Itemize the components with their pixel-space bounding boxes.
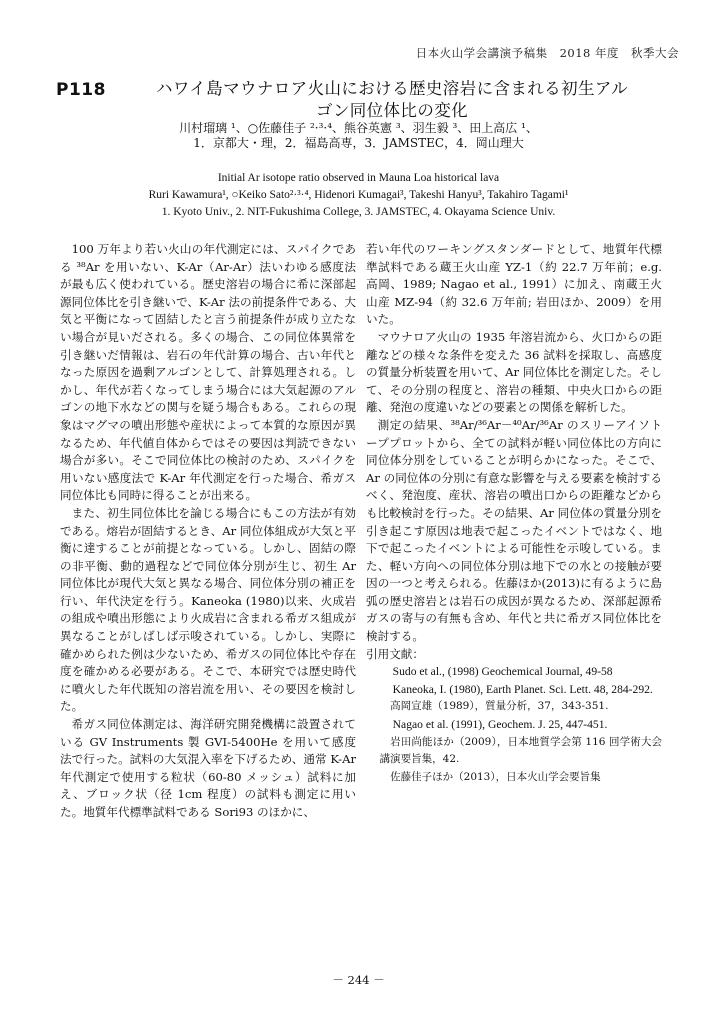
japanese-title-line-1: ハワイ島マウナロア火山における歴史溶岩に含まれる初生アル bbox=[155, 79, 629, 98]
body-paragraph: 100 万年より若い火山の年代測定には、スパイクである ³⁸Ar を用いない、K-Ar（Ar-Ar）法いわゆる感度法が最も広く使われている。歴史溶岩の場合に希に深部起源同位体比を引き継いで、K-Ar 法の前提条件である、大気と平衡になって固結したと言う前提条件が成り立たない場合が見いだされる。多くの場合、この同位体異常を引き継いだ情報は、岩石の年代計算の場合、古い年代となった原因を過剰アルゴンとして、計算処理される。しかし、年代が若くなってしまう場合には大気起源のアルゴンの地下水などの関与を疑う場合もある。これらの現象はマグマの噴出形態や産状によって本質的な原因が異なるため、年代値自体からではその要因は判読できない場合が多い。そこで同位体比の検討のため、スパイクを用いない感度法で K-Ar 年代測定を行った場合、希ガス同位体比も同時に得ることが出来る。 bbox=[60, 242, 356, 503]
references-title: 引用文献： bbox=[366, 646, 424, 661]
reference-item: 佐藤佳子ほか（2013），日本火山学会要旨集 bbox=[390, 770, 601, 783]
reference-item: 高岡宣雄（1989），質量分析，37，343-351. bbox=[390, 700, 609, 713]
body-paragraph: 若い年代のワーキングスタンダードとして、地質年代標準試料である蔵王火山産 YZ-1（約 22.7 万年前；e.g. 高岡、1989; Nagao et al., 1991）に加え、南蔵王火山産 MZ-94（約 32.6 万年前; 岩田ほか、2009）を用いた。 bbox=[366, 242, 662, 327]
right-column bbox=[366, 241, 662, 786]
english-affiliations: 1. Kyoto Univ., 2. NIT-Fukushima College, 3. JAMSTEC, 4. Okayama Science Univ. bbox=[161, 206, 556, 218]
body-paragraph: 希ガス同位体測定は、海洋研究開発機構に設置されている GV Instruments 製 GVI-5400He を用いて感度法で行った。試料の大気混入率を下げるため、通常 K-Ar 年代測定で使用する粒状（60-80 メッシュ）試料に加え、ブロック状（径 1cm 程度）の試料も測定に用いた。地質年代標準試料である Sori93 のほかに、 bbox=[60, 717, 356, 819]
english-header-block bbox=[0, 170, 717, 221]
reference-item: Sudo et al., (1998) Geochemical Journal, 49-58 bbox=[392, 665, 613, 679]
references-list bbox=[366, 663, 662, 786]
reference-item: 岩田尚能ほか（2009），日本地質学会第 116 回学術大会講演要旨集，42. bbox=[379, 735, 662, 766]
japanese-author-list: 川村瑠璃 ¹、○佐藤佳子 ²·³·⁴、熊谷英憲 ³、羽生毅 ³、田上高広 ¹、 bbox=[179, 121, 538, 135]
reference-item: Nagao et al. (1991), Geochem. J. 25, 447-451. bbox=[392, 718, 608, 732]
left-column bbox=[60, 241, 356, 822]
japanese-title-line-2: ゴン同位体比の変化 bbox=[315, 101, 469, 120]
page-number: － 244 － bbox=[332, 973, 385, 987]
body-paragraph: また、初生同位体比を論じる場合にもこの方法が有効である。熔岩が固結するとき、Ar 同位体組成が大気と平衡に達することが前提となっている。しかし、固結の際の非平衡、動的過程などで同位体分別が生じ、初生 Ar 同位体比が現代大気と異なる場合、同位体分別の補正を行い、年代決定を行う。Kaneoka (1980)以来、火成岩の組成や噴出形態により火成岩に含まれる希ガス組成が異なることがしばしば示唆されている。しかし、実際に確かめられた例は少ないため、希ガスの同位体比や存在度を確かめる必要がある。そこで、本研究では歴史時代に噴火した年代既知の溶岩流を用い、その要因を検討した。 bbox=[60, 505, 356, 714]
body-paragraph: 測定の結果、³⁸Ar/³⁶Ar－⁴⁰Ar/³⁶Ar のスリーアイソトーププロットから、全ての試料が軽い同位体比の方向に同位体分別をしていることが明らかになった。そこで、Ar の同位体の分別に有意な影響を与える要素を検討するべく、発泡度、産状、溶岩の噴出口からの距離などからも比較検討を行った。その結果、Ar 同位体の質量分別を引き起こす原因は地表で起こったイベントではなく、地下で起こったイベントによる可能性を示唆している。また、軽い方向への同位体分別は地下での水との接触が要因の一つと考えられる。佐藤ほか(2013)に有るように島弧の歴史溶岩とは岩石の成因が異なるため、深部起源希ガスの寄与の有無も含め、年代と共に希ガス同位体比を検討する。 bbox=[366, 417, 662, 644]
japanese-title bbox=[132, 78, 652, 122]
english-authors: Ruri Kawamura¹, ○Keiko Sato²·³·⁴, Hidenori Kumagai³, Takeshi Hanyu³, Takahiro Tagami¹ bbox=[148, 189, 569, 201]
conference-header: 日本火山学会講演予稿集 2018 年度 秋季大会 bbox=[415, 46, 679, 60]
english-title: Initial Ar isotope ratio observed in Mauna Loa historical lava bbox=[217, 172, 500, 184]
body-paragraph: マウナロア火山の 1935 年溶岩流から、火口からの距離などの様々な条件を変えた 36 試料を採取し、高感度の質量分析装置を用いて、Ar 同位体比を測定した。そして、その分別の程度と、溶岩の種類、中央火口からの距離、発泡の度違いなどの要素との関係を解析した。 bbox=[366, 329, 662, 415]
paper-id: P118 bbox=[56, 80, 106, 100]
reference-item: Kaneoka, I. (1980), Earth Planet. Sci. Lett. 48, 284-292. bbox=[392, 682, 653, 696]
japanese-affiliations: 1．京都大・理，2．福島高専，3．JAMSTEC，4．岡山理大 bbox=[193, 136, 524, 150]
japanese-authors bbox=[0, 121, 717, 151]
